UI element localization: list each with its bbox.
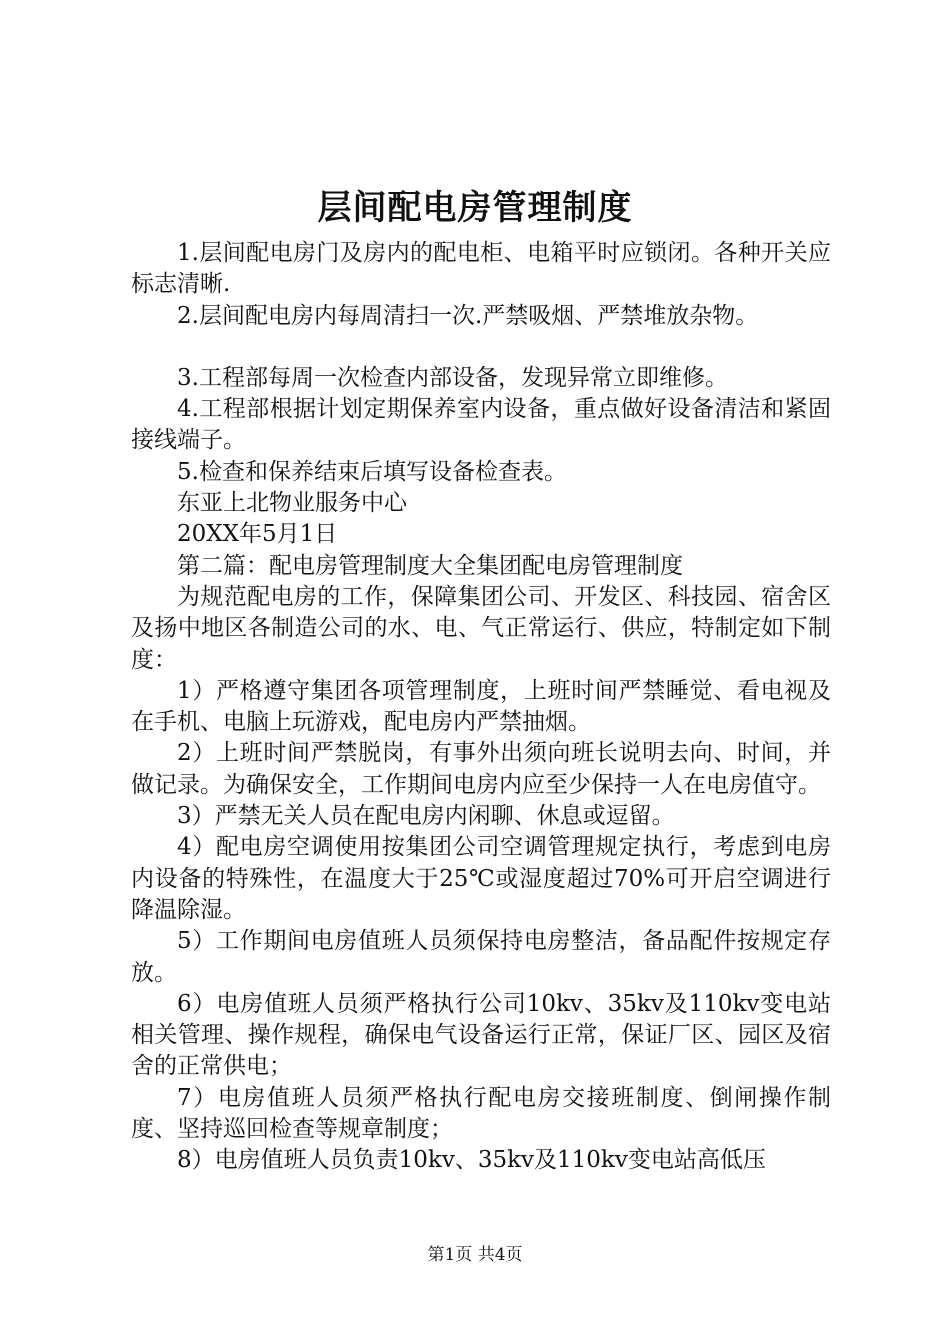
rule-2: 2）上班时间严禁脱岗，有事外出须向班长说明去向、时间，并做记录。为确保安全，工作期间电房内应至少保持一人在电房值守。 — [131, 740, 831, 798]
intro-paragraph: 为规范配电房的工作，保障集团公司、开发区、科技园、宿舍区及扬中地区各制造公司的水、电、气正常运行、供应，特制定如下制度： — [131, 583, 831, 673]
rule-6: 6）电房值班人员须严格执行公司10kv、35kv及110kv变电站相关管理、操作规程，确保电气设备运行正常，保证厂区、园区及宿舍的正常供电； — [131, 990, 831, 1080]
rule-1: 1）严格遵守集团各项管理制度，上班时间严禁睡觉、看电视及在手机、电脑上玩游戏，配电房内严禁抽烟。 — [131, 677, 831, 736]
organization-name: 东亚上北物业服务中心 — [177, 490, 407, 517]
paragraph-1: 1.层间配电房门及房内的配电柜、电箱平时应锁闭。各种开关应标志清晰. — [131, 240, 831, 298]
rule-8: 8）电房值班人员负责10kv、35kv及110kv变电站高低压 — [177, 1147, 766, 1174]
rule-5: 5）工作期间电房值班人员须保持电房整洁，备品配件按规定存放。 — [131, 928, 831, 986]
document-date: 20XX年5月1日 — [177, 521, 338, 548]
rule-4: 4）配电房空调使用按集团公司空调管理规定执行，考虑到电房内设备的特殊性，在温度大于25℃或湿度超过70%可开启空调进行降温除湿。 — [131, 834, 831, 923]
page-footer: 第1页 共4页 — [427, 1245, 523, 1265]
paragraph-2: 2.层间配电房内每周清扫一次.严禁吸烟、严禁堆放杂物。 — [177, 302, 759, 329]
document-title: 层间配电房管理制度 — [317, 188, 633, 228]
section-heading: 第二篇：配电房管理制度大全集团配电房管理制度 — [177, 552, 683, 579]
document-body — [131, 238, 831, 1177]
rule-7: 7）电房值班人员须严格执行配电房交接班制度、倒闸操作制度、坚持巡回检查等规章制度； — [131, 1084, 831, 1143]
paragraph-5: 5.检查和保养结束后填写设备检查表。 — [177, 458, 567, 485]
paragraph-4: 4.工程部根据计划定期保养室内设备，重点做好设备清洁和紧固接线端子。 — [131, 396, 831, 454]
rule-3: 3）严禁无关人员在配电房内闲聊、休息或逗留。 — [177, 803, 675, 830]
paragraph-3: 3.工程部每周一次检查内部设备，发现异常立即维修。 — [177, 364, 728, 391]
